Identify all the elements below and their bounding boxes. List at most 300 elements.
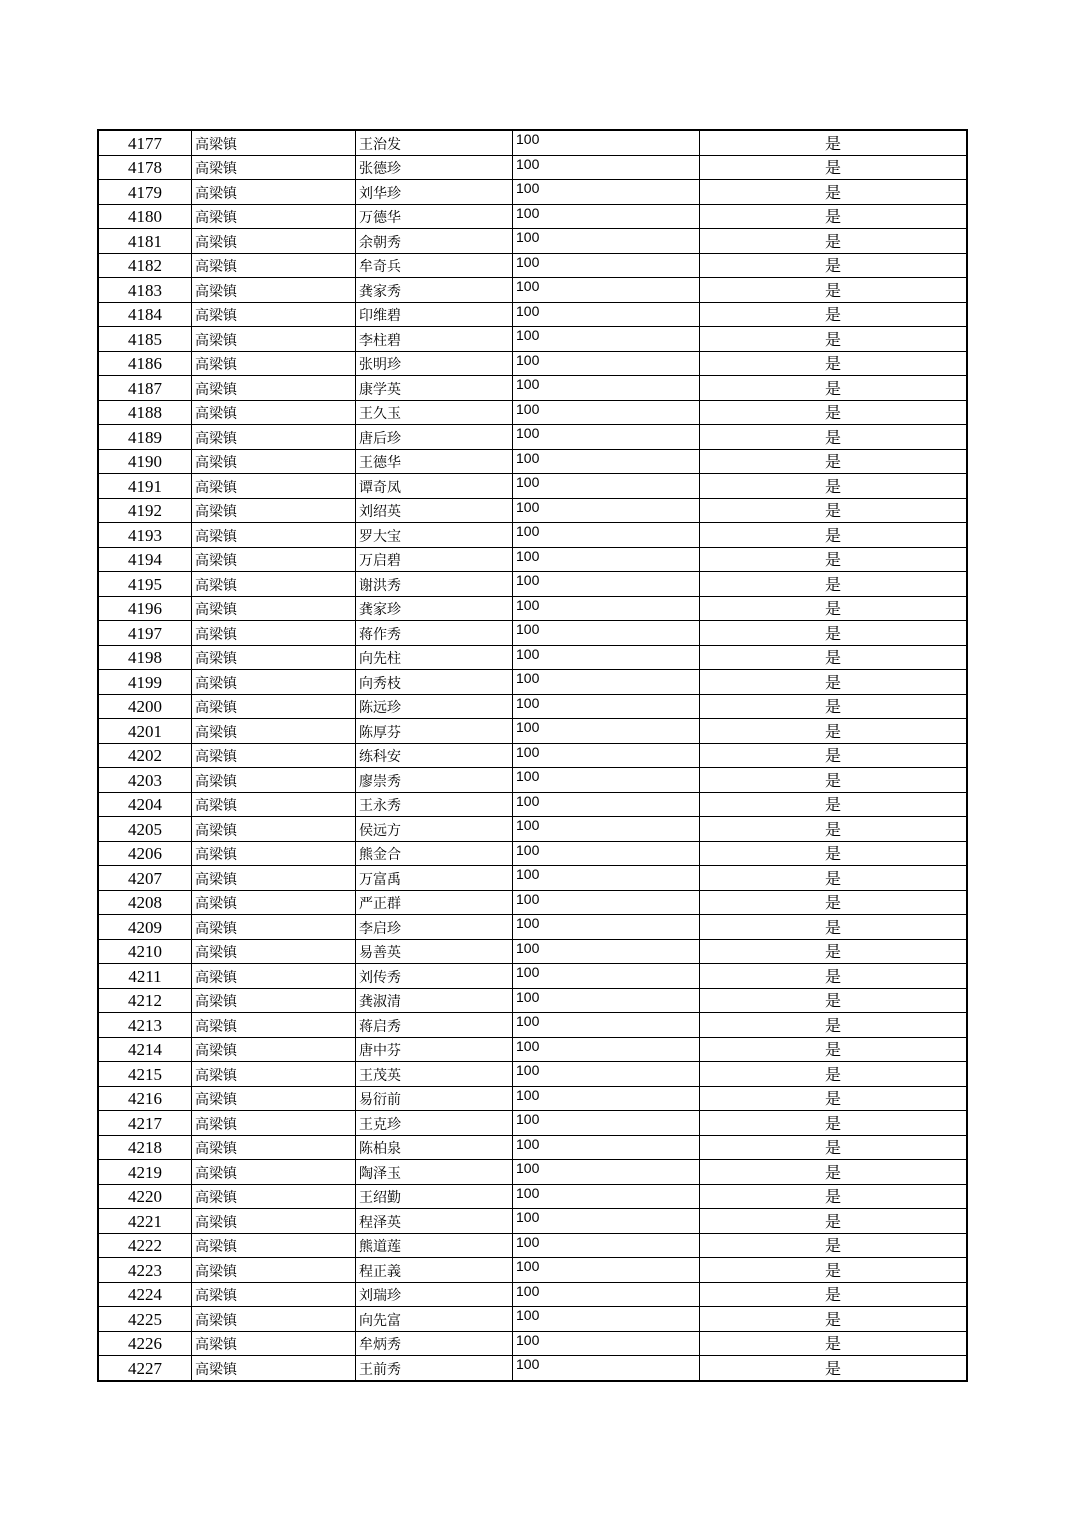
cell-town: 高梁镇 [192, 988, 356, 1013]
cell-id: 4212 [98, 988, 192, 1013]
cell-name: 陶泽玉 [356, 1160, 513, 1185]
cell-town: 高梁镇 [192, 1062, 356, 1087]
cell-amount: 100 [513, 1233, 700, 1258]
cell-town: 高梁镇 [192, 866, 356, 891]
cell-flag: 是 [700, 1037, 968, 1062]
cell-id: 4214 [98, 1037, 192, 1062]
cell-id: 4210 [98, 939, 192, 964]
table-row [98, 180, 967, 205]
cell-amount: 100 [513, 474, 700, 499]
cell-name: 李柱碧 [356, 327, 513, 352]
cell-flag: 是 [700, 1282, 968, 1307]
cell-id: 4203 [98, 768, 192, 793]
cell-town: 高梁镇 [192, 327, 356, 352]
cell-name: 王久玉 [356, 400, 513, 425]
cell-amount: 100 [513, 866, 700, 891]
cell-flag: 是 [700, 1013, 968, 1038]
cell-id: 4185 [98, 327, 192, 352]
table-row [98, 621, 967, 646]
cell-name: 张德珍 [356, 155, 513, 180]
cell-town: 高梁镇 [192, 1258, 356, 1283]
cell-flag: 是 [700, 890, 968, 915]
cell-town: 高梁镇 [192, 1013, 356, 1038]
table-row [98, 425, 967, 450]
table-row [98, 547, 967, 572]
cell-name: 万富禹 [356, 866, 513, 891]
cell-name: 陈厚芬 [356, 719, 513, 744]
cell-flag: 是 [700, 278, 968, 303]
table-row [98, 939, 967, 964]
cell-flag: 是 [700, 939, 968, 964]
table-row [98, 1013, 967, 1038]
cell-name: 王克珍 [356, 1111, 513, 1136]
cell-id: 4221 [98, 1209, 192, 1234]
cell-amount: 100 [513, 1258, 700, 1283]
cell-name: 唐中芬 [356, 1037, 513, 1062]
table-row [98, 498, 967, 523]
cell-id: 4183 [98, 278, 192, 303]
cell-amount: 100 [513, 302, 700, 327]
cell-town: 高梁镇 [192, 621, 356, 646]
cell-flag: 是 [700, 841, 968, 866]
table-row [98, 1258, 967, 1283]
cell-name: 程正義 [356, 1258, 513, 1283]
cell-amount: 100 [513, 1111, 700, 1136]
cell-id: 4223 [98, 1258, 192, 1283]
cell-amount: 100 [513, 351, 700, 376]
cell-flag: 是 [700, 547, 968, 572]
table-row [98, 1135, 967, 1160]
cell-town: 高梁镇 [192, 302, 356, 327]
cell-town: 高梁镇 [192, 229, 356, 254]
table-row [98, 351, 967, 376]
cell-name: 余朝秀 [356, 229, 513, 254]
cell-town: 高梁镇 [192, 670, 356, 695]
cell-name: 陈远珍 [356, 694, 513, 719]
cell-name: 王永秀 [356, 792, 513, 817]
cell-town: 高梁镇 [192, 1331, 356, 1356]
cell-flag: 是 [700, 302, 968, 327]
table-row [98, 376, 967, 401]
cell-name: 万启碧 [356, 547, 513, 572]
cell-name: 王前秀 [356, 1356, 513, 1381]
cell-flag: 是 [700, 1307, 968, 1332]
cell-town: 高梁镇 [192, 1233, 356, 1258]
cell-name: 蒋作秀 [356, 621, 513, 646]
table-row [98, 400, 967, 425]
cell-town: 高梁镇 [192, 768, 356, 793]
cell-amount: 100 [513, 155, 700, 180]
cell-flag: 是 [700, 743, 968, 768]
cell-id: 4201 [98, 719, 192, 744]
cell-flag: 是 [700, 670, 968, 695]
cell-town: 高梁镇 [192, 719, 356, 744]
cell-amount: 100 [513, 1184, 700, 1209]
cell-name: 向秀枝 [356, 670, 513, 695]
table-row [98, 1037, 967, 1062]
cell-id: 4209 [98, 915, 192, 940]
cell-town: 高梁镇 [192, 1282, 356, 1307]
cell-flag: 是 [700, 596, 968, 621]
cell-flag: 是 [700, 1111, 968, 1136]
cell-id: 4177 [98, 130, 192, 155]
cell-id: 4218 [98, 1135, 192, 1160]
cell-id: 4182 [98, 253, 192, 278]
cell-amount: 100 [513, 1331, 700, 1356]
cell-id: 4217 [98, 1111, 192, 1136]
cell-flag: 是 [700, 351, 968, 376]
cell-town: 高梁镇 [192, 572, 356, 597]
table-row [98, 915, 967, 940]
cell-name: 李启珍 [356, 915, 513, 940]
cell-flag: 是 [700, 253, 968, 278]
cell-id: 4205 [98, 817, 192, 842]
cell-amount: 100 [513, 180, 700, 205]
cell-amount: 100 [513, 278, 700, 303]
cell-amount: 100 [513, 1013, 700, 1038]
cell-id: 4189 [98, 425, 192, 450]
cell-name: 王治发 [356, 130, 513, 155]
cell-amount: 100 [513, 768, 700, 793]
cell-name: 易衍前 [356, 1086, 513, 1111]
table-row [98, 1233, 967, 1258]
cell-id: 4213 [98, 1013, 192, 1038]
cell-town: 高梁镇 [192, 645, 356, 670]
cell-town: 高梁镇 [192, 1160, 356, 1185]
table-row [98, 768, 967, 793]
cell-town: 高梁镇 [192, 1111, 356, 1136]
cell-town: 高梁镇 [192, 1209, 356, 1234]
cell-flag: 是 [700, 768, 968, 793]
cell-name: 谭奇凤 [356, 474, 513, 499]
cell-id: 4191 [98, 474, 192, 499]
cell-town: 高梁镇 [192, 694, 356, 719]
cell-name: 谢洪秀 [356, 572, 513, 597]
cell-flag: 是 [700, 498, 968, 523]
cell-amount: 100 [513, 1356, 700, 1381]
cell-amount: 100 [513, 1135, 700, 1160]
cell-id: 4186 [98, 351, 192, 376]
table-row [98, 817, 967, 842]
cell-flag: 是 [700, 327, 968, 352]
cell-name: 龚淑清 [356, 988, 513, 1013]
cell-flag: 是 [700, 792, 968, 817]
cell-id: 4181 [98, 229, 192, 254]
table-row [98, 523, 967, 548]
cell-id: 4184 [98, 302, 192, 327]
cell-id: 4226 [98, 1331, 192, 1356]
cell-flag: 是 [700, 866, 968, 891]
table-row [98, 694, 967, 719]
cell-id: 4180 [98, 204, 192, 229]
cell-name: 熊金合 [356, 841, 513, 866]
cell-name: 张明珍 [356, 351, 513, 376]
cell-flag: 是 [700, 474, 968, 499]
table-row [98, 645, 967, 670]
table-row [98, 204, 967, 229]
cell-amount: 100 [513, 743, 700, 768]
cell-name: 万德华 [356, 204, 513, 229]
cell-flag: 是 [700, 719, 968, 744]
data-table [97, 129, 968, 1382]
cell-name: 刘传秀 [356, 964, 513, 989]
cell-town: 高梁镇 [192, 1184, 356, 1209]
cell-id: 4178 [98, 155, 192, 180]
cell-amount: 100 [513, 498, 700, 523]
table-row [98, 792, 967, 817]
table-row [98, 130, 967, 155]
cell-amount: 100 [513, 1037, 700, 1062]
cell-town: 高梁镇 [192, 1135, 356, 1160]
cell-id: 4219 [98, 1160, 192, 1185]
table-row [98, 1086, 967, 1111]
table-row [98, 719, 967, 744]
cell-amount: 100 [513, 130, 700, 155]
table-row [98, 474, 967, 499]
cell-flag: 是 [700, 1258, 968, 1283]
cell-name: 王德华 [356, 449, 513, 474]
cell-amount: 100 [513, 204, 700, 229]
cell-amount: 100 [513, 988, 700, 1013]
cell-name: 龚家秀 [356, 278, 513, 303]
cell-id: 4216 [98, 1086, 192, 1111]
table-row [98, 155, 967, 180]
cell-id: 4215 [98, 1062, 192, 1087]
cell-flag: 是 [700, 155, 968, 180]
cell-name: 易善英 [356, 939, 513, 964]
cell-amount: 100 [513, 670, 700, 695]
cell-amount: 100 [513, 523, 700, 548]
cell-amount: 100 [513, 1209, 700, 1234]
cell-flag: 是 [700, 229, 968, 254]
table-row [98, 1111, 967, 1136]
cell-name: 王茂英 [356, 1062, 513, 1087]
table-row [98, 988, 967, 1013]
cell-town: 高梁镇 [192, 1356, 356, 1381]
cell-town: 高梁镇 [192, 939, 356, 964]
table-row [98, 1282, 967, 1307]
cell-id: 4194 [98, 547, 192, 572]
cell-id: 4204 [98, 792, 192, 817]
cell-name: 印维碧 [356, 302, 513, 327]
cell-amount: 100 [513, 817, 700, 842]
cell-amount: 100 [513, 890, 700, 915]
cell-amount: 100 [513, 547, 700, 572]
cell-name: 唐后珍 [356, 425, 513, 450]
cell-flag: 是 [700, 621, 968, 646]
cell-amount: 100 [513, 792, 700, 817]
cell-flag: 是 [700, 817, 968, 842]
cell-flag: 是 [700, 572, 968, 597]
cell-town: 高梁镇 [192, 743, 356, 768]
cell-amount: 100 [513, 1086, 700, 1111]
cell-amount: 100 [513, 253, 700, 278]
cell-id: 4225 [98, 1307, 192, 1332]
cell-amount: 100 [513, 449, 700, 474]
cell-town: 高梁镇 [192, 964, 356, 989]
cell-name: 康学英 [356, 376, 513, 401]
cell-id: 4207 [98, 866, 192, 891]
cell-amount: 100 [513, 939, 700, 964]
cell-name: 侯远方 [356, 817, 513, 842]
table-row [98, 1331, 967, 1356]
cell-flag: 是 [700, 1086, 968, 1111]
cell-amount: 100 [513, 1062, 700, 1087]
cell-id: 4220 [98, 1184, 192, 1209]
cell-flag: 是 [700, 915, 968, 940]
table-row [98, 866, 967, 891]
cell-amount: 100 [513, 1307, 700, 1332]
cell-amount: 100 [513, 376, 700, 401]
cell-flag: 是 [700, 1184, 968, 1209]
table-row [98, 596, 967, 621]
cell-id: 4222 [98, 1233, 192, 1258]
table-row [98, 841, 967, 866]
cell-town: 高梁镇 [192, 915, 356, 940]
cell-amount: 100 [513, 425, 700, 450]
cell-id: 4188 [98, 400, 192, 425]
cell-amount: 100 [513, 841, 700, 866]
cell-flag: 是 [700, 645, 968, 670]
cell-id: 4206 [98, 841, 192, 866]
cell-town: 高梁镇 [192, 890, 356, 915]
cell-name: 向先柱 [356, 645, 513, 670]
cell-town: 高梁镇 [192, 180, 356, 205]
cell-amount: 100 [513, 915, 700, 940]
cell-amount: 100 [513, 1282, 700, 1307]
cell-flag: 是 [700, 425, 968, 450]
cell-town: 高梁镇 [192, 1086, 356, 1111]
cell-name: 练科安 [356, 743, 513, 768]
cell-flag: 是 [700, 180, 968, 205]
cell-name: 龚家珍 [356, 596, 513, 621]
cell-town: 高梁镇 [192, 523, 356, 548]
table-row [98, 1307, 967, 1332]
table-row [98, 253, 967, 278]
cell-id: 4198 [98, 645, 192, 670]
cell-id: 4192 [98, 498, 192, 523]
cell-town: 高梁镇 [192, 1037, 356, 1062]
cell-name: 陈柏泉 [356, 1135, 513, 1160]
cell-id: 4195 [98, 572, 192, 597]
cell-id: 4227 [98, 1356, 192, 1381]
cell-flag: 是 [700, 1356, 968, 1381]
cell-town: 高梁镇 [192, 253, 356, 278]
cell-town: 高梁镇 [192, 425, 356, 450]
cell-town: 高梁镇 [192, 596, 356, 621]
cell-flag: 是 [700, 1160, 968, 1185]
cell-town: 高梁镇 [192, 498, 356, 523]
cell-town: 高梁镇 [192, 155, 356, 180]
cell-id: 4208 [98, 890, 192, 915]
cell-name: 王绍勤 [356, 1184, 513, 1209]
cell-town: 高梁镇 [192, 400, 356, 425]
cell-name: 罗大宝 [356, 523, 513, 548]
table-row [98, 743, 967, 768]
cell-amount: 100 [513, 719, 700, 744]
table-row [98, 449, 967, 474]
cell-flag: 是 [700, 988, 968, 1013]
cell-amount: 100 [513, 621, 700, 646]
cell-town: 高梁镇 [192, 204, 356, 229]
table-row [98, 302, 967, 327]
cell-town: 高梁镇 [192, 1307, 356, 1332]
cell-name: 程泽英 [356, 1209, 513, 1234]
cell-id: 4179 [98, 180, 192, 205]
table-body [98, 130, 967, 1381]
cell-town: 高梁镇 [192, 278, 356, 303]
cell-id: 4199 [98, 670, 192, 695]
cell-name: 牟奇兵 [356, 253, 513, 278]
cell-amount: 100 [513, 572, 700, 597]
cell-flag: 是 [700, 1062, 968, 1087]
table-row [98, 278, 967, 303]
cell-amount: 100 [513, 964, 700, 989]
cell-town: 高梁镇 [192, 351, 356, 376]
table-row [98, 964, 967, 989]
cell-flag: 是 [700, 449, 968, 474]
cell-flag: 是 [700, 1233, 968, 1258]
cell-flag: 是 [700, 1209, 968, 1234]
cell-flag: 是 [700, 523, 968, 548]
table-row [98, 1356, 967, 1381]
cell-amount: 100 [513, 229, 700, 254]
table-row [98, 229, 967, 254]
cell-town: 高梁镇 [192, 474, 356, 499]
cell-name: 熊道莲 [356, 1233, 513, 1258]
cell-amount: 100 [513, 645, 700, 670]
table-row [98, 327, 967, 352]
cell-amount: 100 [513, 400, 700, 425]
cell-id: 4187 [98, 376, 192, 401]
table-row [98, 1184, 967, 1209]
cell-name: 刘绍英 [356, 498, 513, 523]
cell-amount: 100 [513, 1160, 700, 1185]
cell-name: 严正群 [356, 890, 513, 915]
cell-id: 4211 [98, 964, 192, 989]
cell-id: 4193 [98, 523, 192, 548]
cell-id: 4190 [98, 449, 192, 474]
cell-flag: 是 [700, 376, 968, 401]
table-row [98, 890, 967, 915]
table-row [98, 1209, 967, 1234]
cell-town: 高梁镇 [192, 841, 356, 866]
cell-id: 4202 [98, 743, 192, 768]
table-row [98, 670, 967, 695]
cell-town: 高梁镇 [192, 792, 356, 817]
cell-town: 高梁镇 [192, 547, 356, 572]
cell-id: 4197 [98, 621, 192, 646]
cell-name: 蒋启秀 [356, 1013, 513, 1038]
cell-flag: 是 [700, 400, 968, 425]
cell-flag: 是 [700, 694, 968, 719]
cell-amount: 100 [513, 327, 700, 352]
cell-amount: 100 [513, 694, 700, 719]
cell-id: 4196 [98, 596, 192, 621]
cell-flag: 是 [700, 130, 968, 155]
cell-town: 高梁镇 [192, 449, 356, 474]
cell-flag: 是 [700, 1331, 968, 1356]
cell-flag: 是 [700, 204, 968, 229]
cell-amount: 100 [513, 596, 700, 621]
cell-name: 刘瑞珍 [356, 1282, 513, 1307]
cell-name: 向先富 [356, 1307, 513, 1332]
cell-town: 高梁镇 [192, 817, 356, 842]
cell-town: 高梁镇 [192, 130, 356, 155]
cell-name: 刘华珍 [356, 180, 513, 205]
table-row [98, 572, 967, 597]
cell-id: 4224 [98, 1282, 192, 1307]
